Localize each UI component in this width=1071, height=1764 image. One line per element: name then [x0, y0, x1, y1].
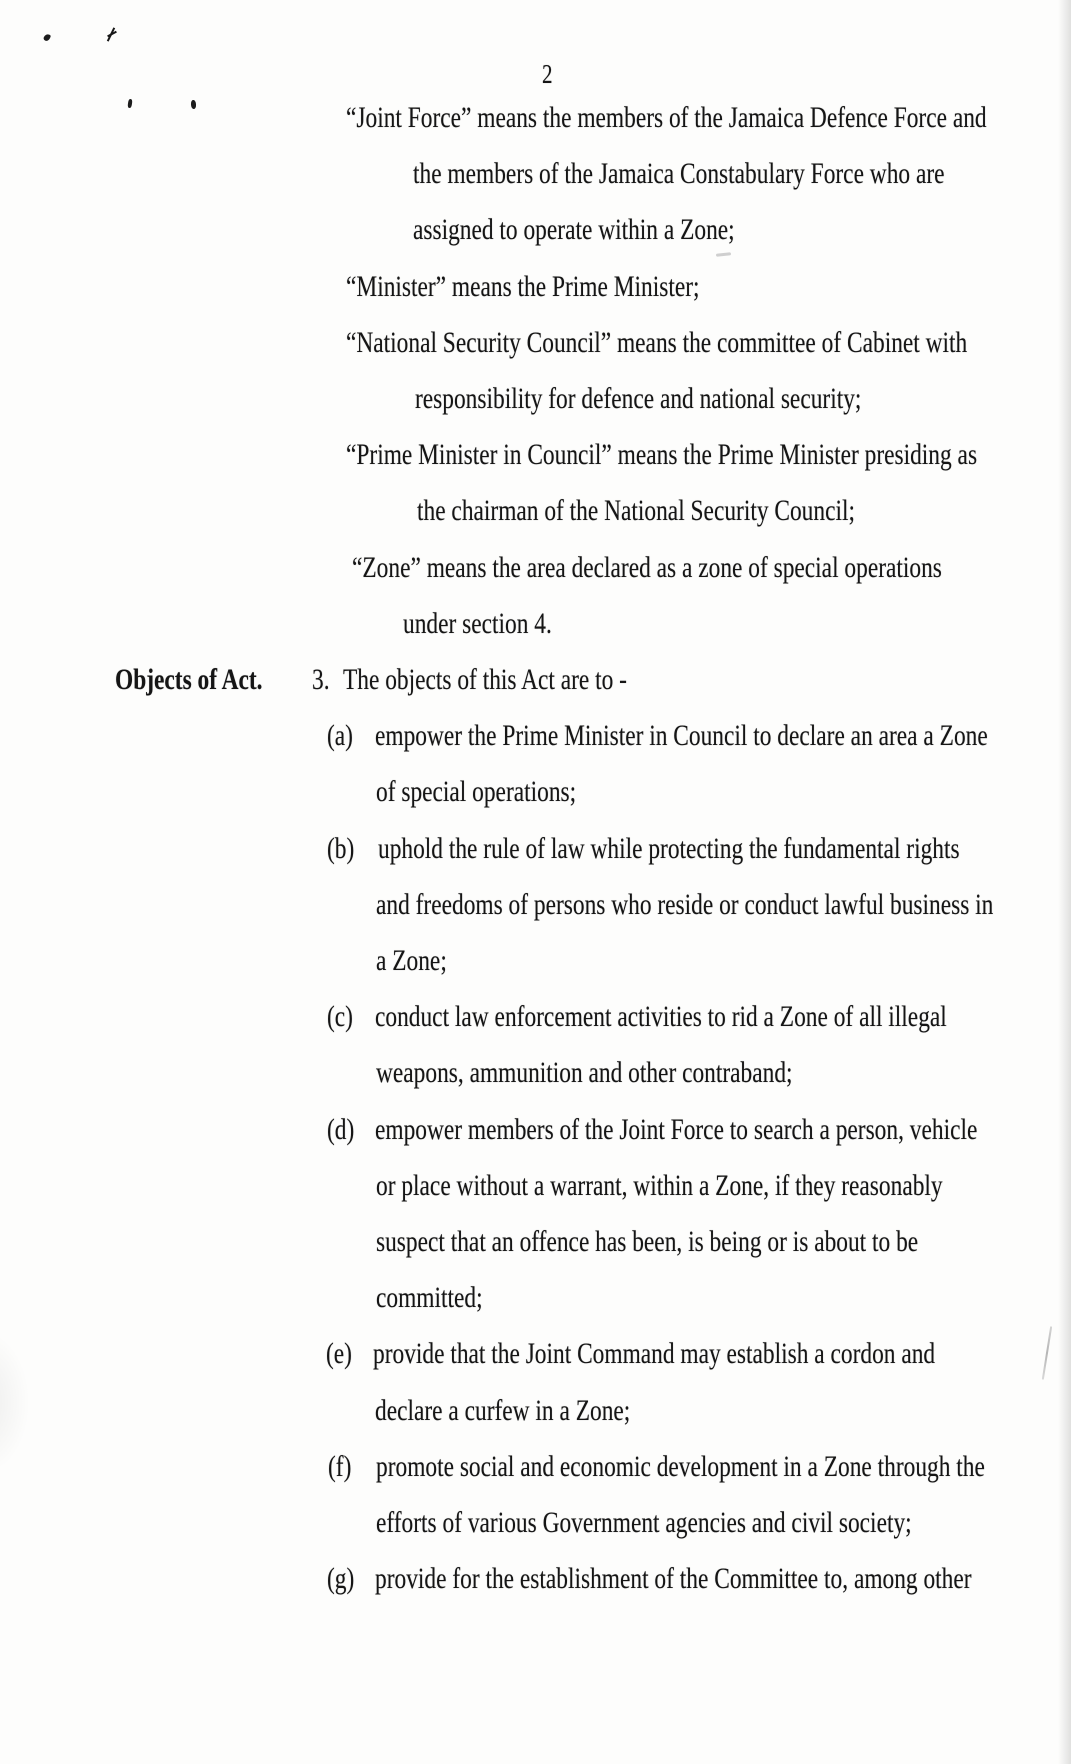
list-item-line: suspect that an offence has been, is being or is about to be	[376, 1225, 919, 1258]
definition-line: “Joint Force” means the members of the Jamaica Defence Force and	[346, 101, 987, 134]
list-item-line: promote social and economic development in a Zone through the	[376, 1450, 985, 1483]
list-item-line: a Zone;	[376, 944, 447, 977]
scan-smudge	[716, 252, 731, 257]
list-item-marker: (a)	[327, 719, 353, 752]
definition-line: assigned to operate within a Zone;	[413, 213, 735, 246]
list-item-marker: (g)	[327, 1562, 355, 1595]
definition-line: “National Security Council” means the committee of Cabinet with	[346, 326, 968, 359]
list-item-line: uphold the rule of law while protecting the fundamental rights	[378, 832, 960, 865]
definition-line: under section 4.	[403, 607, 552, 640]
scan-slash-mark	[1042, 1326, 1052, 1380]
ink-speck	[127, 99, 132, 108]
definition-line: responsibility for defence and national security;	[415, 382, 862, 415]
list-item-line: empower the Prime Minister in Council to declare an area a Zone	[375, 719, 988, 752]
list-item-line: or place without a warrant, within a Zone, if they reasonably	[376, 1169, 943, 1202]
list-item-line: conduct law enforcement activities to rid a Zone of all illegal	[375, 1000, 947, 1033]
list-item-line: committed;	[376, 1281, 483, 1314]
scan-edge-shadow	[1058, 0, 1071, 1764]
definition-line: “Minister” means the Prime Minister;	[346, 270, 700, 303]
list-item-marker: (e)	[326, 1337, 352, 1370]
scan-edge-smudge	[0, 1330, 30, 1475]
section-intro: The objects of this Act are to -	[343, 663, 627, 696]
list-item-marker: (f)	[328, 1450, 352, 1483]
ink-speck	[43, 33, 51, 42]
list-item-line: empower members of the Joint Force to search a person, vehicle	[375, 1113, 978, 1146]
section-number: 3.	[312, 663, 330, 696]
page-number: 2	[542, 59, 553, 89]
definition-line: the chairman of the National Security Council;	[417, 494, 855, 527]
list-item-line: efforts of various Government agencies and civil society;	[376, 1506, 912, 1539]
list-item-marker: (b)	[327, 832, 355, 865]
definition-line: “Zone” means the area declared as a zone of special operations	[352, 551, 942, 584]
list-item-line: of special operations;	[376, 775, 577, 808]
margin-note: Objects of Act.	[115, 663, 263, 696]
list-item-line: provide that the Joint Command may establish a cordon and	[373, 1337, 936, 1370]
list-item-line: declare a curfew in a Zone;	[375, 1394, 631, 1427]
list-item-marker: (d)	[327, 1113, 355, 1146]
ink-speck	[103, 27, 119, 43]
list-item-line: provide for the establishment of the Committee to, among other	[375, 1562, 972, 1595]
list-item-line: weapons, ammunition and other contraband;	[376, 1056, 793, 1089]
definition-line: the members of the Jamaica Constabulary Force who are	[413, 157, 945, 190]
definition-line: “Prime Minister in Council” means the Prime Minister presiding as	[346, 438, 978, 471]
list-item-line: and freedoms of persons who reside or conduct lawful business in	[376, 888, 994, 921]
ink-speck	[191, 100, 197, 109]
list-item-marker: (c)	[327, 1000, 353, 1033]
